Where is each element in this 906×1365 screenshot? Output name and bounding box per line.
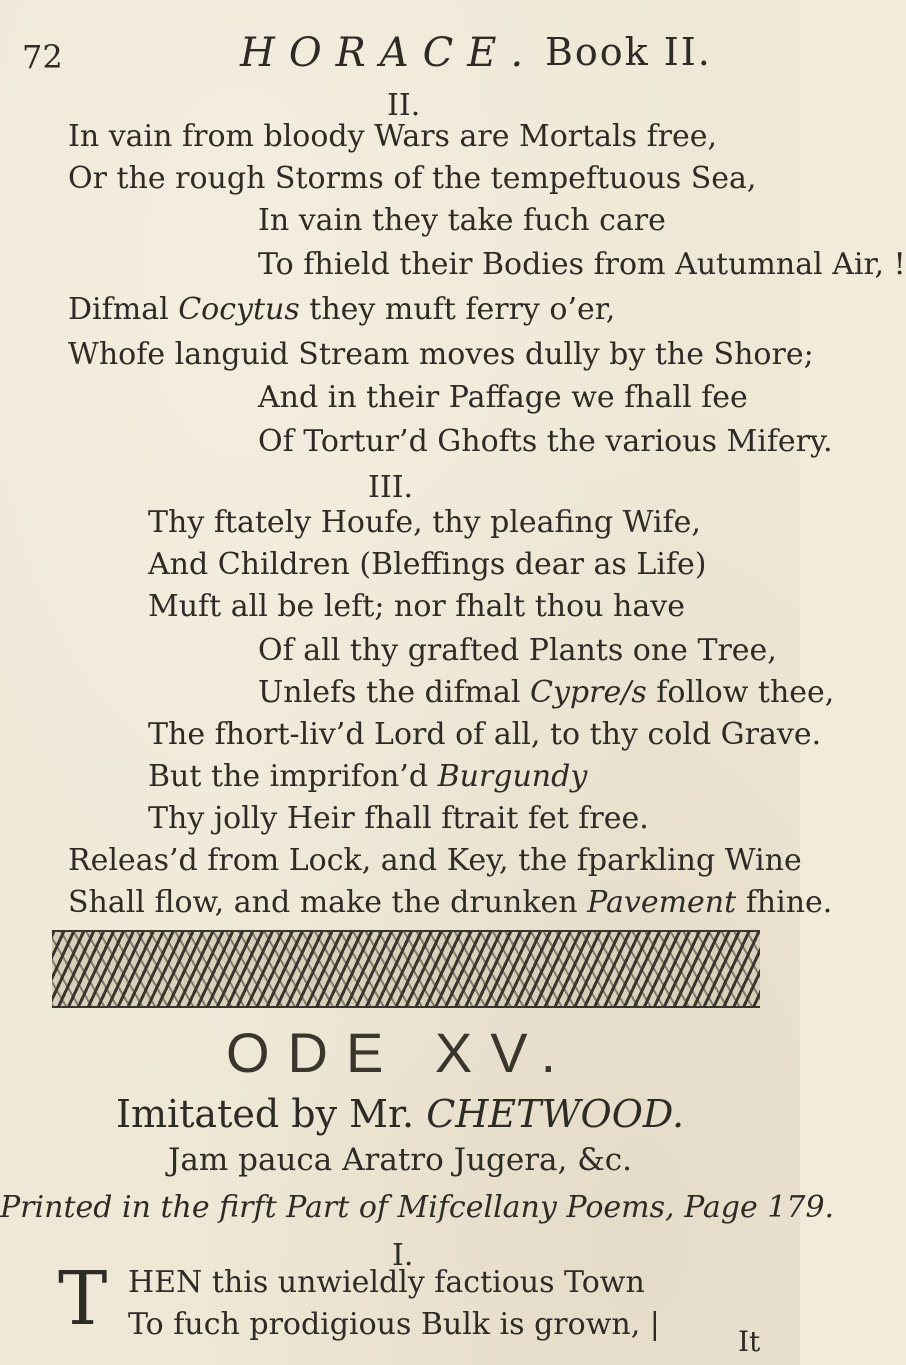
verse-line: Releas’d from Lock, and Key, the fparkling Wine: [68, 843, 802, 878]
stanza-numeral: II.: [387, 88, 421, 123]
verse-line: [148, 759, 588, 794]
verse-line: HEN this unwieldly factious Town: [128, 1265, 645, 1300]
verse-line: Thy jolly Heir fhall ftrait fet free.: [148, 801, 649, 836]
verse-text: Unlefs the difmal: [258, 675, 531, 710]
italic-name: Cocytus: [178, 292, 300, 327]
latin-motto: Jam pauca Aratro Jugera, &c.: [167, 1142, 633, 1178]
verse-line: Thy ftately Houfe, thy pleafing Wife,: [148, 505, 701, 540]
verse-text: they muft ferry o’er,: [299, 292, 616, 327]
book-label: Book II.: [545, 30, 712, 74]
verse-line: [258, 675, 835, 710]
credit-text: Imitated by Mr.: [115, 1092, 415, 1136]
verse-line: To fhield their Bodies from Autumnal Air, !: [258, 247, 906, 282]
stanza-numeral: III.: [368, 470, 414, 505]
verse-text: But the imprifon’d: [148, 759, 438, 794]
italic-name: Cypre/s: [530, 675, 647, 710]
verse-line: [68, 292, 616, 327]
italic-name: Burgundy: [437, 759, 588, 794]
verse-line: In vain from bloody Wars are Mortals free,: [68, 119, 718, 154]
verse-line: Muft all be left; nor fhalt thou have: [148, 589, 685, 624]
verse-line: The fhort-liv’d Lord of all, to thy cold Grave.: [148, 717, 822, 752]
verse-text: fhine.: [736, 885, 833, 920]
verse-line: And Children (Bleffings dear as Life): [148, 547, 707, 582]
ode-title: ODE XV.: [225, 1021, 575, 1084]
verse-line: Of Tortur’d Ghofts the various Mifery.: [258, 424, 833, 459]
verse-text: Difmal: [68, 292, 179, 327]
verse-line: In vain they take fuch care: [258, 203, 666, 238]
verse-line: To fuch prodigious Bulk is grown, |: [128, 1307, 660, 1342]
verse-line: And in their Paffage we fhall fee: [258, 380, 748, 415]
drop-capital: T: [58, 1256, 108, 1342]
verse-line: Or the rough Storms of the tempeftuous Sea,: [68, 161, 757, 196]
verse-line: [68, 885, 833, 920]
running-title: HORACE.: [240, 30, 538, 76]
verse-text: Shall flow, and make the drunken: [68, 885, 588, 920]
verse-line: Whofe languid Stream moves dully by the Shore;: [68, 337, 814, 372]
publication-note: Printed in the firft Part of Mifcellany Poems, Page 179.: [0, 1190, 835, 1225]
stanza-numeral: I.: [392, 1238, 414, 1273]
imitation-credit: [0, 1092, 800, 1136]
italic-name: Pavement: [587, 885, 737, 920]
imitator-name: CHETWOOD.: [426, 1092, 685, 1136]
catchword: It: [738, 1325, 761, 1358]
verse-line: Of all thy grafted Plants one Tree,: [258, 633, 777, 668]
ornament-band: [52, 930, 760, 1008]
page-number: 72: [22, 38, 63, 76]
verse-text: follow thee,: [646, 675, 835, 710]
